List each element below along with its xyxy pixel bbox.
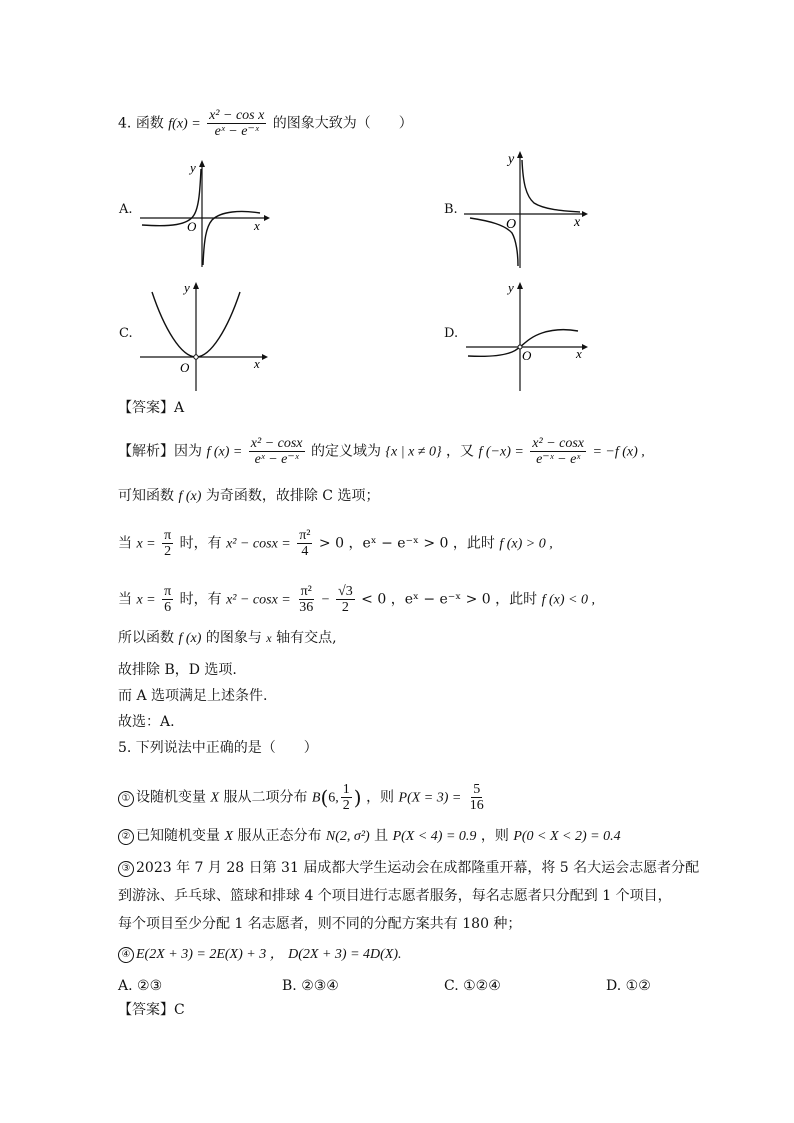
- choice-value: ②③: [137, 978, 163, 994]
- fraction-numerator: 5: [473, 782, 481, 797]
- analysis-text: 当: [118, 535, 132, 552]
- option-a-label: A.: [119, 202, 133, 217]
- analysis-text: 时，有: [179, 535, 222, 552]
- stem-text-tail: 的图象大致为（ ）: [272, 115, 413, 132]
- statement-number: ③: [118, 861, 134, 877]
- fraction-numerator: x² − cosx: [250, 436, 303, 451]
- fraction: [341, 782, 352, 813]
- math-expr: x² − cosx =: [226, 592, 291, 608]
- option-c-graph: [136, 278, 271, 393]
- function-fraction: [207, 108, 266, 139]
- fraction: [297, 584, 315, 615]
- choice-value: ①②: [625, 978, 651, 994]
- choice-key: A.: [118, 978, 133, 994]
- analysis-text: ，又: [446, 443, 475, 460]
- analysis-text: 的定义域为: [310, 443, 381, 460]
- question-4-stem: [118, 108, 413, 139]
- choice-value: ②③④: [301, 978, 339, 994]
- analysis-line-1: [118, 436, 645, 467]
- fraction-denominator: 2: [341, 600, 349, 615]
- fraction-denominator: 4: [301, 544, 309, 559]
- variable-X: X: [210, 790, 220, 806]
- analysis-text: 可知函数: [118, 488, 174, 504]
- option-b-label: B.: [444, 202, 458, 217]
- probability-expr: P(0 < X < 2) = 0.4: [513, 829, 621, 844]
- fraction: [468, 782, 486, 813]
- binomial-arg: 6,: [328, 790, 339, 806]
- statement-text: 设随机变量: [136, 789, 206, 806]
- option-d-graph: [462, 278, 592, 393]
- stem-text: 函数: [135, 115, 164, 132]
- choice-d: [606, 976, 651, 996]
- answer-label-2: 【答案】C: [118, 1002, 185, 1018]
- answer-label: 【答案】A: [118, 400, 185, 416]
- fraction-numerator: π²: [299, 528, 311, 543]
- fraction-denominator: eˣ − e⁻ˣ: [214, 124, 259, 139]
- analysis-text: 所以函数: [118, 630, 174, 646]
- fraction-numerator: √3: [338, 584, 353, 599]
- statement-number: ②: [118, 829, 134, 845]
- question-5-stem: 5. 下列说法中正确的是（ ）: [118, 740, 318, 756]
- choice-b: [282, 976, 339, 996]
- statement-2: [118, 826, 621, 847]
- x-axis-label: x: [574, 215, 581, 230]
- statement-1: ① 设随机变量 X 服从二项分布 B(6, $\frac{1}{2}$ ) ，则 P(X = 3) = $\frac{5}{16}$: [118, 782, 488, 813]
- analysis-text: 的图象与: [205, 630, 262, 646]
- option-a-graph: [136, 155, 271, 270]
- function-expr: f (x): [178, 489, 202, 504]
- statement-3-line-3: 每个项目至少分配 1 名志愿者，则不同的分配方案共有 180 种；: [118, 916, 522, 932]
- analysis-line-2: [118, 486, 379, 507]
- choice-a: [118, 976, 162, 996]
- fraction-numerator: π: [164, 584, 172, 599]
- binomial-B: B: [311, 790, 321, 806]
- statement-number: ①: [118, 791, 134, 807]
- choice-value: ①②④: [463, 978, 501, 994]
- probability-expr: P(X < 4) = 0.9: [392, 829, 477, 844]
- fraction: [297, 528, 312, 559]
- fraction-denominator: 6: [164, 600, 172, 615]
- fraction-denominator: 2: [164, 544, 172, 559]
- x-axis-label: x: [254, 356, 260, 371]
- option-b-graph: [460, 148, 590, 270]
- choice-c: [444, 976, 501, 996]
- math-expr: x² − cosx =: [226, 536, 291, 552]
- y-axis-label: y: [190, 160, 196, 175]
- statement-number: ④: [118, 947, 134, 963]
- x-axis-label: x: [576, 346, 582, 361]
- analysis-line-7: 而 A 选项满足上述条件.: [118, 688, 268, 704]
- analysis-text: 【解析】因为: [118, 443, 202, 460]
- analysis-text: 当: [118, 591, 132, 608]
- fraction-numerator: 1: [342, 782, 350, 797]
- fraction: [162, 528, 173, 559]
- math-expr: f (x) < 0 ,: [541, 592, 595, 608]
- function-expr: f (x) =: [206, 444, 243, 460]
- y-axis-label: y: [508, 152, 515, 167]
- analysis-text: 轴有交点,: [276, 630, 337, 646]
- origin-label: O: [506, 217, 517, 232]
- choice-key: D.: [606, 978, 622, 994]
- statement-4: [118, 944, 402, 965]
- origin-label: O: [180, 360, 190, 375]
- option-c-label: C.: [119, 326, 133, 341]
- statement-text: 2023 年 7 月 28 日第 31 届成都大学生运动会在成都隆重开幕，将 5 名大运会志愿者分配: [136, 860, 700, 876]
- y-axis-label: y: [184, 280, 190, 295]
- analysis-text: 为奇函数，故排除 C 选项；: [205, 488, 380, 504]
- fraction-numerator: x² − cos x: [209, 108, 265, 123]
- math-expr: x =: [136, 592, 156, 608]
- expectation-expr: E(2X + 3) = 2E(X) + 3 ，: [136, 947, 284, 962]
- analysis-text: 时，有: [179, 591, 222, 608]
- variable-X: X: [224, 829, 234, 844]
- analysis-line-3: [118, 528, 553, 559]
- function-expr: f (x): [178, 631, 202, 646]
- fraction-numerator: x² − cosx: [532, 436, 585, 451]
- function-expr: = −f (x) ,: [592, 444, 645, 460]
- question-number: 4.: [118, 115, 132, 132]
- statement-text: 且: [374, 828, 389, 844]
- y-axis-label: y: [508, 280, 514, 295]
- statement-text: 已知随机变量: [136, 828, 220, 844]
- fraction-numerator: π: [164, 528, 172, 543]
- origin-label: O: [522, 348, 532, 363]
- origin-label: O: [187, 219, 197, 234]
- math-operator: −: [321, 592, 330, 608]
- math-expr: f (x) > 0 ,: [499, 536, 553, 552]
- normal-distribution: N(2, σ²): [325, 829, 370, 844]
- x-axis-label: x: [254, 218, 260, 233]
- fraction-denominator: e⁻ˣ − eˣ: [536, 452, 581, 467]
- analysis-line-6: 故排除 B，D 选项.: [118, 662, 237, 678]
- math-expr: x =: [136, 536, 156, 552]
- variance-expr: D(2X + 3) = 4D(X).: [288, 947, 402, 962]
- statement-text: ，则: [366, 789, 395, 806]
- fraction: [162, 584, 173, 615]
- analysis-text: > 0 ，eˣ − e⁻ˣ > 0 ，此时: [318, 535, 495, 552]
- analysis-text: < 0 ，eˣ − e⁻ˣ > 0 ，此时: [361, 591, 538, 608]
- fraction-denominator: 2: [342, 798, 350, 813]
- analysis-line-5: [118, 628, 337, 649]
- statement-3-line-2: 到游泳、乒乓球、篮球和排球 4 个项目进行志愿者服务，每名志愿者只分配到 1 个项目，: [118, 888, 672, 904]
- statement-text: 服从二项分布: [223, 789, 308, 806]
- fraction-denominator: 36: [299, 600, 314, 615]
- statement-text: ，则: [480, 828, 509, 844]
- variable-x: x: [266, 631, 272, 645]
- analysis-line-8: 故选：A.: [118, 714, 175, 730]
- probability-expr: P(X = 3) =: [398, 790, 462, 806]
- function-name: f(x) =: [168, 116, 201, 132]
- statement-3-line-1: [118, 858, 699, 878]
- fraction: [249, 436, 305, 467]
- choice-key: B.: [282, 978, 297, 994]
- analysis-line-4: [118, 584, 595, 615]
- fraction: [530, 436, 586, 467]
- statement-text: 服从正态分布: [237, 828, 322, 844]
- fraction: [336, 584, 355, 615]
- option-d-label: D.: [444, 326, 459, 341]
- choice-key: C.: [444, 978, 459, 994]
- fraction-denominator: eˣ − e⁻ˣ: [254, 452, 299, 467]
- fraction-denominator: 16: [469, 798, 484, 813]
- domain-set: {x | x ≠ 0}: [385, 444, 442, 460]
- function-expr: f (−x) =: [478, 444, 524, 460]
- fraction-numerator: π²: [300, 584, 312, 599]
